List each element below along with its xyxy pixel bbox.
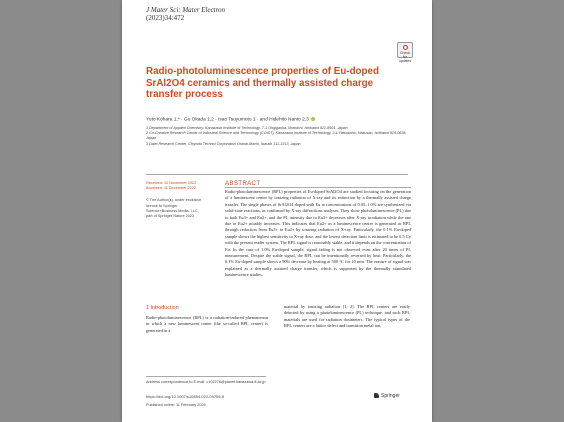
paper-page [122, 0, 432, 422]
publisher-logo [374, 393, 400, 399]
affiliation-2: 2 Co-Creative Research Center of Industrial Science and Technology (COIST), Kanazawa Institute of Technology, 3-1 Yatsukaho, Hakusan, Ishikawa 924-0838, Japan [146, 131, 407, 141]
correspondence-footnote: Address correspondence to E-mail: c102276@planet.kanazawa-it.ac.jp [146, 380, 266, 384]
affiliation-3: 3 Daiei Research Center, Chiyoda Technol Corporation Ooarai-Machi, Ibaraki 311-1313, Japan [146, 141, 301, 146]
journal-citation: (2023)34:472 [146, 14, 185, 22]
accepted-date: Accepted: 11 December 2022 [146, 186, 196, 191]
journal-header [146, 6, 225, 22]
journal-name: J Mater Sci: Mater Electron [146, 6, 226, 14]
copyright-notice: © The Author(s), under exclusive licence to Springer Science+Business Media, LLC, part of Springer Nature 2023 [146, 198, 202, 219]
check-for-updates-badge[interactable] [397, 42, 413, 63]
intro-column-2: material by ionizing radiation [1, 2]. The RPL centers are easily detected by using a photoluminescence (PL) technique, and such RPL materials are used for radiation dosimeters. The typical types of the RPL centers are a lattice defect and transition metal ion, [284, 304, 410, 329]
crossmark-icon [403, 45, 408, 50]
published-date: Published online: 11 February 2023 [146, 403, 206, 407]
badge-label: Check for updates [398, 51, 412, 63]
affiliation-1: 1 Department of Applied Chemistry, Kanazawa Institute of Technology, 7-1 Ohgigaoka, Nonoichi, Ishikawa 921-8501, Japan [146, 126, 348, 130]
article-info [146, 181, 202, 219]
author-list [146, 117, 416, 122]
divider [146, 174, 408, 175]
abstract-rule [225, 187, 411, 188]
received-date: Received: 10 November 2022 [146, 181, 197, 185]
intro-column-1: Radio-photoluminescence (RPL) is a radiation-induced phenomenon in which a new luminescent center (the so-called RPL center) is generated in a [146, 315, 268, 333]
orcid-icon[interactable] [311, 117, 315, 121]
footnote-rule [146, 376, 266, 377]
publisher-name: Springer [381, 393, 400, 399]
doi-link[interactable]: https://doi.org/10.1007/s10854-022-09759-5 [146, 394, 225, 399]
section-heading: 1 Introduction [146, 305, 179, 311]
springer-horse-icon [374, 393, 379, 398]
affiliations [146, 126, 411, 147]
abstract-heading: ABSTRACT [225, 180, 261, 187]
paper-title: Radio-photoluminescence properties of Eu-doped SrAl2O4 ceramics and thermally assisted charge transfer process [146, 66, 379, 101]
abstract-body: Radio-photoluminescence (RPL) properties of Eu-doped SrAl2O4 are studied focusing on the generation of a luminescent center by ionizing radiation of X-ray and its extinction by a thermally assisted charge transfer. The single phases of SrAl2O4 doped with Eu at concentrations of 0.05–1.0% are synthesized via solid-state reactions, as confirmed by X-ray diffractions analyses. They show photoluminescence (PL) due to both Eu3+ and Eu2+, and the PL intensity due to Eu3+ decreases after X-ray irradiation while the one due to Eu2+ notably increases. This indicates that Eu2+ as a luminescence center is generated as RPL through reduction from Eu3+ to Eu2+ by ionizing radiation of X-ray. Particularly, the 0.1% Eu-doped sample shows the highest sensitivity to X-ray dose, and the lowest detection limit is estimated to be 0.5 Gy with the present reader system. The RPL signal is reasonably stable, and it depends on the concentration of Eu. In the case of 1.0% Eu-doped sample, signal fading is not observed even after 20 times of PL measurement. Despite the stable signal, the RPL can be intentionally reversed by heat. Particularly, the 0.1% Eu-doped sample shows a 90% decrease by heating at 500 °C for 10 min. The erasure of signal was explained as a thermally assisted charge transfer, which is supported by the thermally stimulated luminescence studies. [225, 189, 411, 278]
authors-text: Yuto Kohara 1,* · Go Okada 1,2 · Isao Tsuyumoto 1 · and Hidehito Nanto 2,3 [146, 117, 309, 123]
